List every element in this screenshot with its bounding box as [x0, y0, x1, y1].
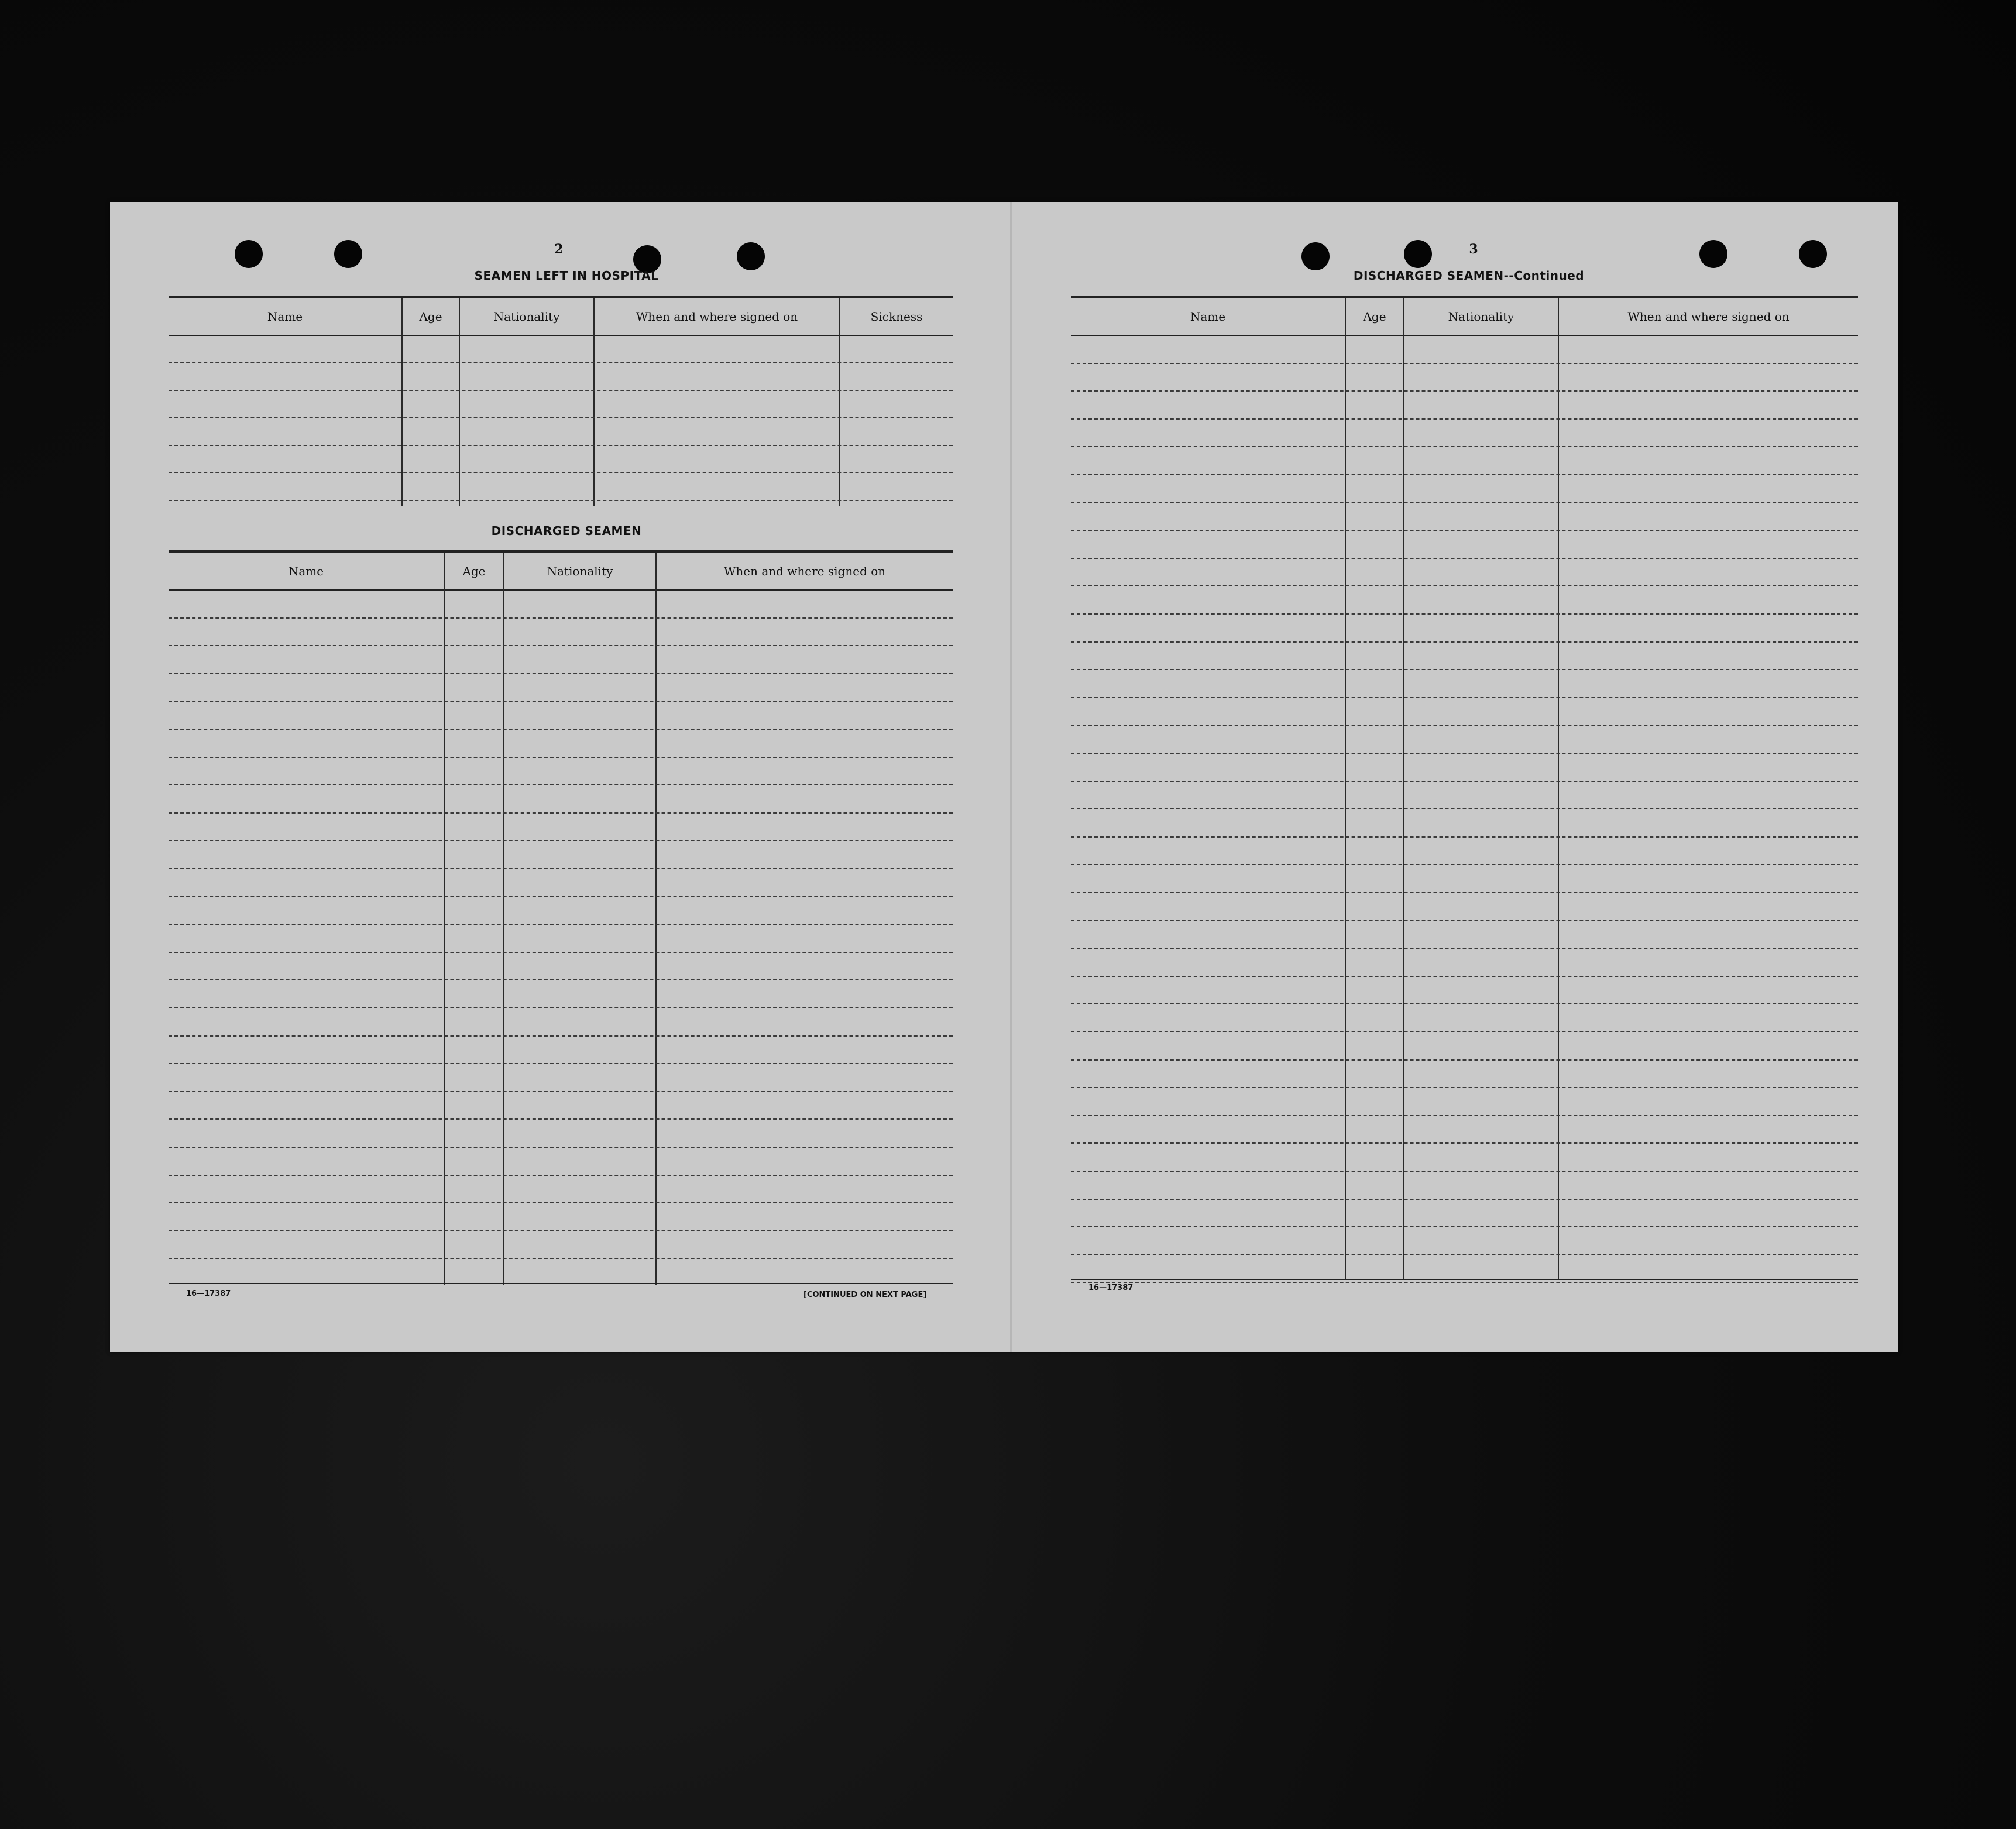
discharged-continued-table	[1071, 296, 1858, 1282]
table-row-rule	[1071, 1031, 1858, 1032]
table-row-rule	[1071, 1226, 1858, 1227]
right-page-number: 3	[1469, 242, 1478, 257]
table-row-rule	[169, 362, 953, 363]
table-row-rule	[1071, 418, 1858, 420]
table-bottom-rule	[169, 1282, 953, 1285]
column-header-nationality: Nationality	[547, 564, 613, 578]
table-row-rule	[1071, 390, 1858, 392]
table-row-rule	[169, 979, 953, 980]
table-row-rule	[169, 868, 953, 869]
table-row-rule	[1071, 892, 1858, 893]
column-header-signed-on: When and where signed on	[636, 310, 798, 324]
column-header-nationality: Nationality	[493, 310, 560, 324]
table-row-rule	[1071, 530, 1858, 531]
table-row-rule	[1071, 836, 1858, 838]
table-row-rule	[1071, 697, 1858, 698]
table-row-rule	[169, 840, 953, 841]
column-header-name: Name	[267, 310, 303, 324]
column-header-nationality: Nationality	[1448, 310, 1514, 324]
table-row-rule	[169, 1035, 953, 1037]
hospital-section-title: SEAMEN LEFT IN HOSPITAL	[474, 269, 659, 283]
column-header-age: Age	[462, 564, 486, 578]
table-row-rule	[1071, 864, 1858, 865]
table-row-rule	[1071, 474, 1858, 475]
table-row-rule	[1071, 781, 1858, 782]
table-row-rule	[169, 729, 953, 730]
table-row-rule	[1071, 1171, 1858, 1172]
table-row-rule	[169, 1147, 953, 1148]
discharged-continued-table-header	[1071, 298, 1858, 336]
left-page-number: 2	[554, 242, 564, 257]
table-row-rule	[169, 445, 953, 446]
table-row-rule	[169, 757, 953, 758]
table-row-rule	[169, 617, 953, 619]
table-row-rule	[1071, 1199, 1858, 1200]
column-header-signed-on: When and where signed on	[723, 564, 886, 578]
table-row-rule	[169, 1007, 953, 1008]
column-header-signed-on: When and where signed on	[1627, 310, 1790, 324]
table-row-rule	[169, 1063, 953, 1064]
table-row-rule	[1071, 976, 1858, 977]
table-row-rule	[1071, 641, 1858, 643]
table-bottom-rule	[169, 505, 953, 508]
table-row-rule	[1071, 808, 1858, 809]
hospital-table-rows	[169, 336, 953, 505]
hospital-table-header	[169, 298, 953, 336]
continued-note: [CONTINUED ON NEXT PAGE]	[803, 1291, 927, 1299]
column-header-age: Age	[419, 310, 442, 324]
discharged-table-rows	[169, 591, 953, 1281]
column-header-sickness: Sickness	[870, 310, 923, 324]
table-row-rule	[1071, 753, 1858, 754]
table-row-rule	[169, 952, 953, 953]
column-header-name: Name	[1190, 310, 1226, 324]
table-row-rule	[169, 812, 953, 814]
discharged-table-header	[169, 553, 953, 591]
table-row-rule	[1071, 446, 1858, 447]
column-header-name: Name	[288, 564, 324, 578]
table-row-rule	[169, 673, 953, 674]
table-row-rule	[1071, 948, 1858, 949]
form-number: 16—17387	[186, 1289, 231, 1298]
table-row-rule	[1071, 669, 1858, 670]
discharged-section-title: DISCHARGED SEAMEN	[491, 524, 642, 538]
left-page	[110, 202, 1010, 1352]
table-bottom-rule	[1071, 1279, 1858, 1283]
right-page	[1012, 202, 1898, 1352]
table-row-rule	[169, 1202, 953, 1203]
table-row-rule	[169, 1175, 953, 1176]
table-row-rule	[1071, 1087, 1858, 1088]
table-row-rule	[1071, 363, 1858, 364]
table-row-rule	[1071, 1059, 1858, 1061]
table-row-rule	[169, 645, 953, 646]
table-row-rule	[169, 1118, 953, 1120]
table-row-rule	[169, 1230, 953, 1231]
table-row-rule	[1071, 1142, 1858, 1144]
table-row-rule	[169, 924, 953, 925]
discharged-table	[169, 550, 953, 1285]
table-row-rule	[1071, 1003, 1858, 1004]
table-row-rule	[1071, 725, 1858, 726]
table-row-rule	[169, 417, 953, 418]
table-row-rule	[1071, 1254, 1858, 1255]
table-row-rule	[1071, 502, 1858, 503]
table-row-rule	[1071, 613, 1858, 615]
table-row-rule	[169, 701, 953, 702]
discharged-continued-table-rows	[1071, 336, 1858, 1279]
table-row-rule	[169, 1258, 953, 1259]
hospital-table	[169, 296, 953, 506]
table-row-rule	[1071, 920, 1858, 921]
form-number: 16—17387	[1088, 1284, 1134, 1292]
table-row-rule	[169, 784, 953, 785]
table-row-rule	[169, 1091, 953, 1092]
form-sheet	[110, 202, 1898, 1352]
table-row-rule	[169, 896, 953, 897]
discharged-continued-section-title: DISCHARGED SEAMEN--Continued	[1353, 269, 1585, 283]
table-row-rule	[1071, 1115, 1858, 1116]
column-header-age: Age	[1363, 310, 1386, 324]
table-row-rule	[169, 500, 953, 501]
table-row-rule	[1071, 585, 1858, 586]
table-row-rule	[1071, 558, 1858, 559]
table-row-rule	[169, 390, 953, 391]
table-row-rule	[169, 472, 953, 473]
